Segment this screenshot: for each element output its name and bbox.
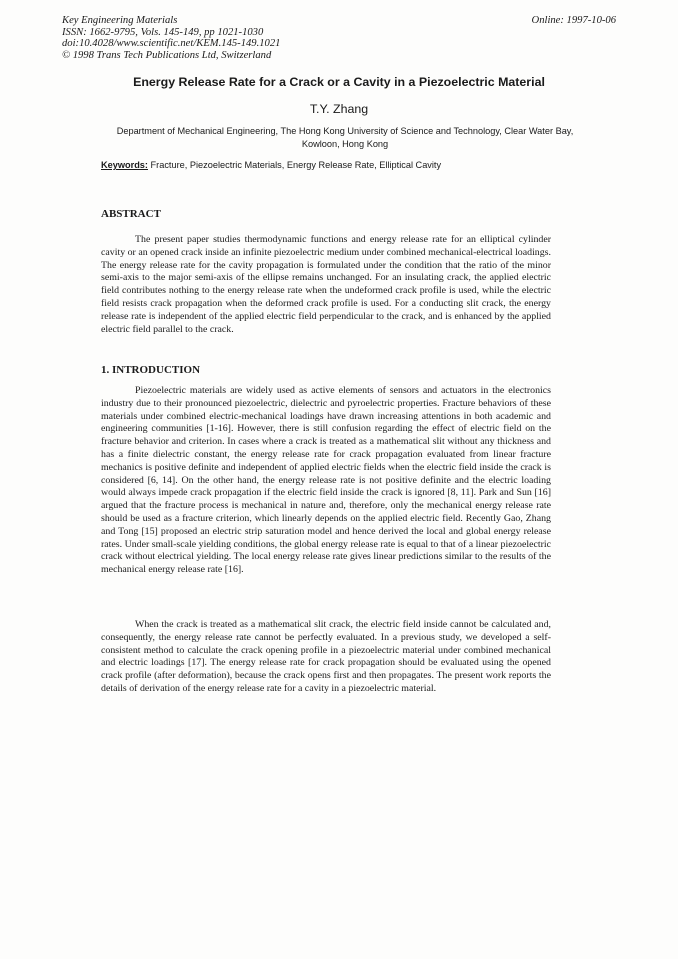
online-date: Online: 1997-10-06 bbox=[531, 15, 616, 26]
keywords-label: Keywords: bbox=[101, 160, 148, 170]
author-name: T.Y. Zhang bbox=[309, 102, 369, 116]
copyright-line: © 1998 Trans Tech Publications Ltd, Switzerland bbox=[62, 49, 272, 61]
intro-paragraph-2: When the crack is treated as a mathematical slit crack, the electric field inside cannot be calculated and, consequently, the energy release rate cannot be perfectly evaluated. In a previous study, we developed a self-consistent method to calculate the crack opening profile in a piezoelectric material under combined mechanical and electric loadings [17]. The energy release rate for crack propagation should be evaluated using the opened crack profile (after deformation), because the crack opens first and then propagates. The present work reports the details of derivation of the energy release rate for a cavity in a piezoelectric material. bbox=[101, 619, 551, 694]
keywords-text: Fracture, Piezoelectric Materials, Energy Release Rate, Elliptical Cavity bbox=[150, 160, 442, 170]
journal-name: Key Engineering Materials bbox=[62, 15, 178, 26]
paper-title: Energy Release Rate for a Crack or a Cavity in a Piezoelectric Material bbox=[133, 75, 545, 89]
abstract-text: The present paper studies thermodynamic functions and energy release rate for an elliptical cylinder cavity or an opened crack inside an infinite piezoelectric medium under combined mechanical-electrical loadings. The energy release rate for the cavity propagation is formulated under the condition that the ratio of the minor semi-axis to the major semi-axis of the ellipse remains unchanged. For an insulating crack, the applied electric field contributes nothing to the energy release rate when the undeformed crack profile is used, while the electric field resists crack propagation when the deformed crack profile is used. For a conducting slit crack, the energy release rate is independent of the applied electric field perpendicular to the crack, and is enhanced by the applied electric field parallel to the crack. bbox=[101, 234, 551, 335]
doi-line: doi:10.4028/www.scientific.net/KEM.145-149.1021 bbox=[62, 38, 281, 49]
issn-line: ISSN: 1662-9795, Vols. 145-149, pp 1021-1030 bbox=[62, 26, 264, 38]
affiliation: Department of Mechanical Engineering, The Hong Kong University of Science and Technology, Clear Water Bay, Kowloon, Hong Kong bbox=[116, 126, 574, 149]
abstract-heading: ABSTRACT bbox=[101, 208, 161, 220]
keywords-line bbox=[101, 160, 441, 170]
journal-header bbox=[62, 15, 280, 61]
introduction-heading: 1. INTRODUCTION bbox=[101, 364, 201, 376]
intro-paragraph-1: Piezoelectric materials are widely used as active elements of sensors and actuators in the electronics industry due to their pronounced piezoelectric, dielectric and pyroelectric properties. Fracture behaviors of these materials under combined electric-mechanical loadings have drawn increasing attentions in both academic and engineering communities [1-16]. However, there is still confusion regarding the effect of electric field on the fracture behavior and criterion. In cases where a crack is treated as a mathematical slit without any thickness and has a finite dielectric constant, the energy release rate for crack propagation evaluated from linear fracture mechanics is positive definite and independent of applied electric fields when the electric field inside the crack is considered [6, 14]. On the other hand, the energy release rate is not positive definite and the electric loading would always impede crack propagation if the electric field inside the crack is ignored [8, 11]. Park and Sun [16] argued that the fracture process is mechanical in nature and, therefore, only the mechanical energy release rate should be used as a fracture criterion, which linearly depends on the applied electric field. Recently Gao, Zhang and Tong [15] proposed an electric strip saturation model and hence derived the local and global energy release rates. Under small-scale yielding conditions, the global energy release rate is equal to that of a linear piezoelectric crack without electrical yielding. The local energy release rate gives linear predictions similar to the results of the mechanical energy release rate [16]. bbox=[101, 385, 551, 576]
